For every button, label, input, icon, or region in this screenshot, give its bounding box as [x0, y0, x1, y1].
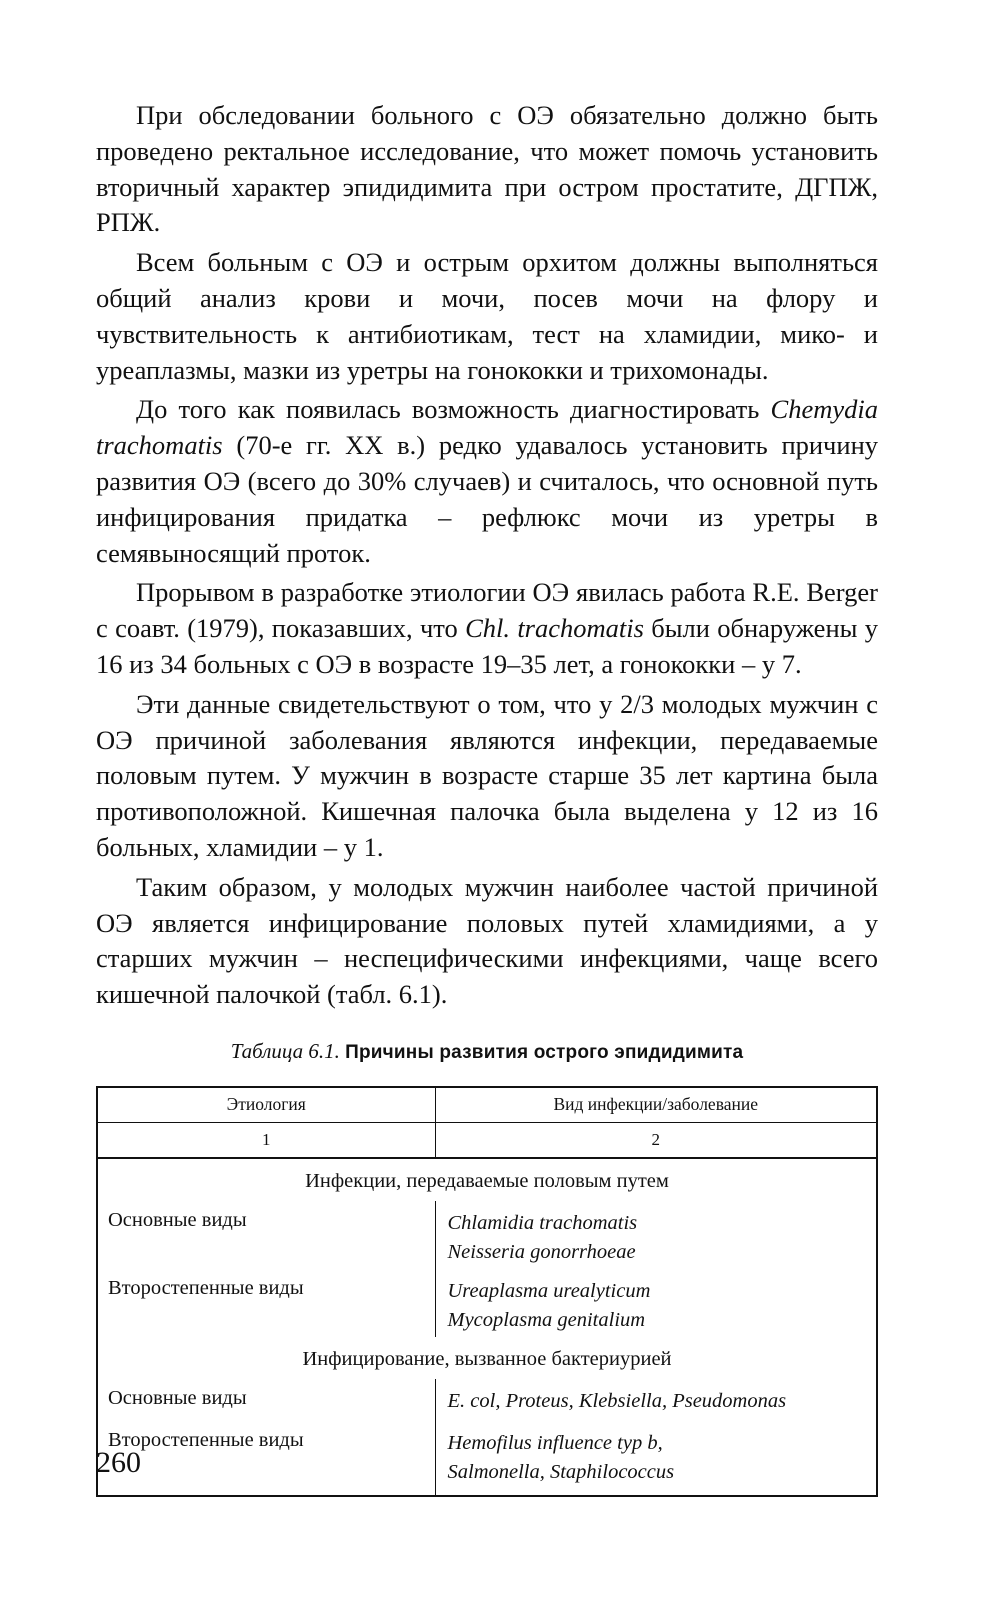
table-caption: [96, 1039, 878, 1064]
paragraph-text-post: были обнаружены у 16 из 34 больных с ОЭ в возрасте 19–35 лет, а гонококки – у 7.: [96, 613, 878, 679]
paragraph-lab-tests: Всем больным с ОЭ и острым орхитом должны выполняться общий анализ крови и мочи, посев мочи на флору и чувствительность к антибиотикам, тест на хламидии, мико- и уреаплазмы, мазки из уретры на гонококки и трихомонады.: [96, 247, 878, 385]
table-row-label: Второстепенные виды: [97, 1421, 435, 1496]
table-row-label: Второстепенные виды: [97, 1269, 435, 1337]
organism-name: Salmonella, Staphilococcus: [447, 1460, 675, 1483]
organism-name: Mycoplasma genitalium: [447, 1308, 646, 1331]
table-caption-label: Таблица 6.1.: [230, 1038, 340, 1063]
table-caption-title: Причины развития острого эпидидимита: [345, 1041, 744, 1063]
table-column-number: 2: [435, 1122, 877, 1158]
paragraph-berger-study: [96, 575, 878, 682]
table-header-etiology: Этиология: [97, 1087, 435, 1123]
organism-name: E. col, Proteus, Klebsiella, Pseudomonas: [447, 1389, 787, 1412]
etiology-table: [96, 1086, 878, 1497]
table-row-label: Основные виды: [97, 1379, 435, 1421]
organism-name: Ureaplasma urealyticum: [447, 1279, 651, 1302]
page-number: 260: [96, 1446, 141, 1479]
table-row: [97, 1421, 877, 1496]
table-row-value: [435, 1421, 877, 1496]
paragraph-chlamydia-history: [96, 392, 878, 571]
paragraph-text-italic: Chl. trachomatis: [465, 613, 644, 644]
paragraph-text-pre: До того как появилась возможность диагностировать: [136, 394, 771, 425]
table-row-value: [435, 1201, 877, 1269]
paragraph-conclusion: Таким образом, у молодых мужчин наиболее частой причиной ОЭ является инфицирование половых путей хламидиями, а у старших мужчин – неспецифическими инфекциями, чаще всего кишечной палочкой (табл. 6.1).: [96, 871, 878, 1010]
table-row-label: Основные виды: [97, 1201, 435, 1269]
table-section-title: Инфицирование, вызванное бактериурией: [302, 1348, 672, 1371]
organism-name: Chlamidia trachomatis: [447, 1211, 638, 1234]
paragraph-text-pre: Прорывом в разработке этиологии ОЭ явилась работа R.E. Berger с соавт. (1979), показавших, что: [96, 577, 878, 644]
paragraph-text-italic: Chemydia trachomatis: [96, 394, 878, 461]
table-column-number: 1: [97, 1122, 435, 1158]
organism-name: Hemofilus influence typ b,: [447, 1431, 663, 1454]
table-row-value: [435, 1379, 877, 1421]
paragraph-rectal-exam: При обследовании больного с ОЭ обязательно должно быть проведено ректальное исследование, что может помочь установить вторичный характер эпидидимита при остром простатите, ДГПЖ, РПЖ.: [96, 100, 878, 238]
table-section-title: Инфекции, передаваемые половым путем: [305, 1170, 669, 1193]
page-content: [96, 98, 878, 1497]
table-row: [97, 1201, 877, 1269]
paragraph-data-evidence: Эти данные свидетельствуют о том, что у 2/3 молодых мужчин с ОЭ причиной заболевания являются инфекции, передаваемые половым путем. У мужчин в возрасте старше 35 лет картина была противоположной. Кишечная палочка была выделена у 12 из 16 больных, хламидии – у 1.: [96, 688, 878, 862]
table-row: [97, 1379, 877, 1421]
table-row-value: [435, 1269, 877, 1337]
table-header-infection-type: Вид инфекции/заболевание: [435, 1087, 877, 1123]
table-row: [97, 1269, 877, 1337]
paragraph-text-post: (70-е гг. XX в.) редко удавалось установить причину развития ОЭ (всего до 30% случаев) и считалось, что основной путь инфицирования придатка – рефлюкс мочи из уретры в семявыносящий проток.: [96, 430, 878, 568]
organism-name: Neisseria gonorrhoeae: [447, 1240, 636, 1263]
